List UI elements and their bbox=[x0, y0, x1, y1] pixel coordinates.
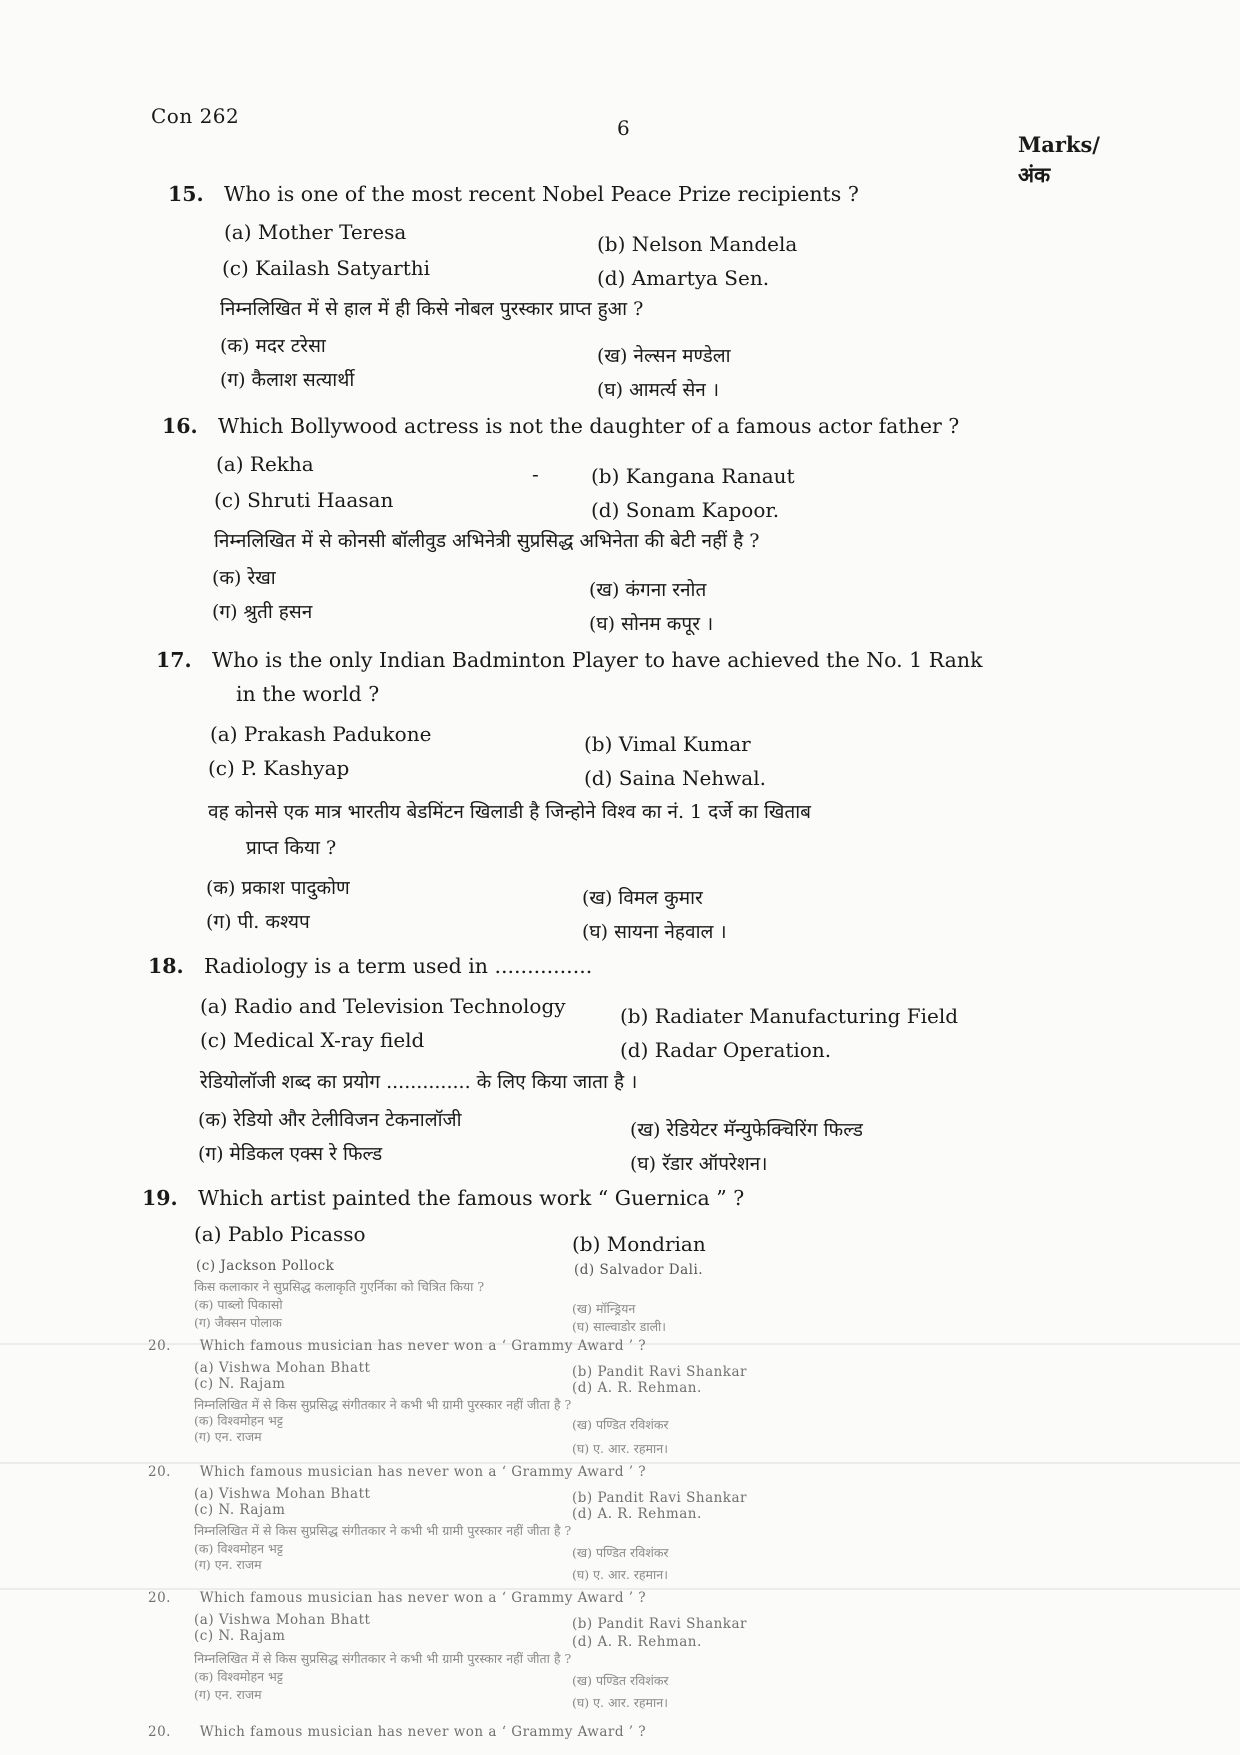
question-20-text: 20. Which famous musician has never won a ‘ Grammy Award ’ ? bbox=[148, 1464, 647, 1480]
option-kha: (ख) नेल्सन मण्डेला bbox=[597, 345, 731, 367]
option-d: (d) Radar Operation. bbox=[620, 1038, 832, 1062]
option-c: (c) Jackson Pollock bbox=[196, 1258, 335, 1274]
option-b: (b) Pandit Ravi Shankar bbox=[572, 1364, 747, 1380]
question-17-text-hi-cont: प्राप्त किया ? bbox=[246, 837, 337, 859]
exam-code: Con 262 bbox=[151, 104, 240, 128]
question-15-text-hi: निम्नलिखित में से हाल में ही किसे नोबल पुरस्कार प्राप्त हुआ ? bbox=[220, 298, 644, 320]
option-d: (d) A. R. Rehman. bbox=[572, 1506, 702, 1522]
option-gha: (घ) ए. आर. रहमान। bbox=[572, 1567, 668, 1582]
question-18-text: 18. Radiology is a term used in ............... bbox=[148, 954, 593, 978]
option-kha: (ख) पण्डित रविशंकर bbox=[572, 1545, 669, 1560]
option-a: (a) Vishwa Mohan Bhatt bbox=[194, 1486, 371, 1502]
option-a: (a) Mother Teresa bbox=[224, 220, 407, 244]
option-ga: (ग) जैक्सन पोलाक bbox=[194, 1315, 282, 1330]
option-gha: (घ) रॅडार ऑपरेशन। bbox=[630, 1153, 768, 1175]
option-a: (a) Pablo Picasso bbox=[194, 1222, 366, 1246]
option-kha: (ख) मॉन्ड्रियन bbox=[572, 1301, 636, 1316]
option-c: (c) P. Kashyap bbox=[208, 756, 350, 780]
option-kha: (ख) पण्डित रविशंकर bbox=[572, 1673, 669, 1688]
option-a: (a) Vishwa Mohan Bhatt bbox=[194, 1612, 371, 1628]
question-20-text: 20. Which famous musician has never won a ‘ Grammy Award ’ ? bbox=[148, 1590, 647, 1606]
option-d: (d) A. R. Rehman. bbox=[572, 1380, 702, 1396]
option-c: (c) Medical X-ray field bbox=[200, 1028, 425, 1052]
option-ga: (ग) एन. राजम bbox=[194, 1557, 262, 1572]
option-ga: (ग) श्रुती हसन bbox=[212, 601, 313, 623]
marks-label-hi: अंक bbox=[1018, 162, 1051, 187]
option-kha: (ख) कंगना रनोत bbox=[589, 579, 707, 601]
option-d: (d) A. R. Rehman. bbox=[572, 1634, 702, 1650]
question-15-text: 15. Who is one of the most recent Nobel Peace Prize recipients ? bbox=[168, 182, 859, 206]
option-b: (b) Pandit Ravi Shankar bbox=[572, 1490, 747, 1506]
option-d: (d) Amartya Sen. bbox=[597, 266, 770, 290]
option-a: (a) Rekha bbox=[216, 452, 314, 476]
option-ka: (क) विश्वमोहन भट्ट bbox=[194, 1669, 283, 1684]
option-a: (a) Radio and Television Technology bbox=[200, 994, 566, 1018]
option-kha: (ख) रेडियेटर मॅन्युफेक्चिरिंग फिल्ड bbox=[630, 1119, 863, 1141]
question-17-text-hi: वह कोनसे एक मात्र भारतीय बेडमिंटन खिलाडी है जिन्होने विश्व का नं. 1 दर्जे का खिताब bbox=[208, 801, 812, 823]
option-c: (c) N. Rajam bbox=[194, 1628, 286, 1644]
question-20-text-hi: निम्नलिखित में से किस सुप्रसिद्ध संगीतकार ने कभी भी ग्रामी पुरस्कार नहीं जीता है ? bbox=[194, 1397, 572, 1412]
marks-label bbox=[1018, 130, 1100, 190]
question-19-text: 19. Which artist painted the famous work “ Guernica ” ? bbox=[142, 1186, 745, 1210]
dash-mark: - bbox=[532, 462, 539, 486]
option-ga: (ग) पी. कश्यप bbox=[206, 911, 310, 933]
option-c: (c) Kailash Satyarthi bbox=[222, 256, 431, 280]
option-b: (b) Nelson Mandela bbox=[597, 232, 798, 256]
option-gha: (घ) साल्वाडोर डाली। bbox=[572, 1319, 667, 1334]
option-ka: (क) विश्वमोहन भट्ट bbox=[194, 1541, 283, 1556]
question-16-text: 16. Which Bollywood actress is not the daughter of a famous actor father ? bbox=[162, 414, 960, 438]
option-d: (d) Sonam Kapoor. bbox=[591, 498, 780, 522]
option-gha: (घ) सोनम कपूर । bbox=[589, 613, 714, 635]
option-ga: (ग) एन. राजम bbox=[194, 1429, 262, 1444]
question-18-text-hi: रेडियोलॉजी शब्द का प्रयोग .............. के लिए किया जाता है । bbox=[200, 1071, 638, 1093]
option-b: (b) Mondrian bbox=[572, 1232, 706, 1256]
option-gha: (घ) आमर्त्य सेन । bbox=[597, 379, 720, 401]
option-ga: (ग) कैलाश सत्यार्थी bbox=[220, 369, 355, 391]
question-17-text-cont: in the world ? bbox=[236, 682, 380, 706]
option-b: (b) Vimal Kumar bbox=[584, 732, 751, 756]
option-c: (c) N. Rajam bbox=[194, 1502, 286, 1518]
option-gha: (घ) ए. आर. रहमान। bbox=[572, 1441, 668, 1456]
option-ka: (क) पाब्लो पिकासो bbox=[194, 1297, 283, 1312]
option-gha: (घ) सायना नेहवाल । bbox=[582, 921, 727, 943]
option-ga: (ग) मेडिकल एक्स रे फिल्ड bbox=[198, 1143, 383, 1165]
option-b: (b) Pandit Ravi Shankar bbox=[572, 1616, 747, 1632]
page-number: 6 bbox=[617, 116, 630, 140]
question-19-text-hi: किस कलाकार ने सुप्रसिद्ध कलाकृति गुएर्निका को चित्रित किया ? bbox=[194, 1279, 485, 1294]
option-d: (d) Saina Nehwal. bbox=[584, 766, 766, 790]
option-a: (a) Prakash Padukone bbox=[210, 722, 432, 746]
option-ga: (ग) एन. राजम bbox=[194, 1687, 262, 1702]
option-c: (c) N. Rajam bbox=[194, 1376, 286, 1392]
option-kha: (ख) पण्डित रविशंकर bbox=[572, 1417, 669, 1432]
option-ka: (क) मदर टरेसा bbox=[220, 335, 326, 357]
question-20-text-hi: निम्नलिखित में से किस सुप्रसिद्ध संगीतकार ने कभी भी ग्रामी पुरस्कार नहीं जीता है ? bbox=[194, 1523, 572, 1538]
question-17-text: 17. Who is the only Indian Badminton Player to have achieved the No. 1 Rank bbox=[156, 648, 983, 672]
option-ka: (क) रेखा bbox=[212, 567, 276, 589]
option-b: (b) Kangana Ranaut bbox=[591, 464, 795, 488]
option-gha: (घ) ए. आर. रहमान। bbox=[572, 1695, 668, 1710]
option-c: (c) Shruti Haasan bbox=[214, 488, 394, 512]
option-ka: (क) विश्वमोहन भट्ट bbox=[194, 1413, 283, 1428]
question-20-text-hi: निम्नलिखित में से किस सुप्रसिद्ध संगीतकार ने कभी भी ग्रामी पुरस्कार नहीं जीता है ? bbox=[194, 1651, 572, 1666]
option-a: (a) Vishwa Mohan Bhatt bbox=[194, 1360, 371, 1376]
marks-label-en: Marks/ bbox=[1018, 132, 1100, 157]
option-ka: (क) प्रकाश पादुकोण bbox=[206, 877, 350, 899]
option-kha: (ख) विमल कुमार bbox=[582, 887, 703, 909]
question-20-cutoff: 20. Which famous musician has never won a ‘ Grammy Award ’ ? bbox=[148, 1724, 647, 1740]
option-b: (b) Radiater Manufacturing Field bbox=[620, 1004, 959, 1028]
option-ka: (क) रेडियो और टेलीविजन टेकनालॉजी bbox=[198, 1109, 462, 1131]
option-d: (d) Salvador Dali. bbox=[574, 1262, 704, 1278]
question-20-text: 20. Which famous musician has never won a ‘ Grammy Award ’ ? bbox=[148, 1338, 647, 1354]
question-16-text-hi: निम्नलिखित में से कोनसी बॉलीवुड अभिनेत्री सुप्रसिद्ध अभिनेता की बेटी नहीं है ? bbox=[214, 530, 760, 552]
